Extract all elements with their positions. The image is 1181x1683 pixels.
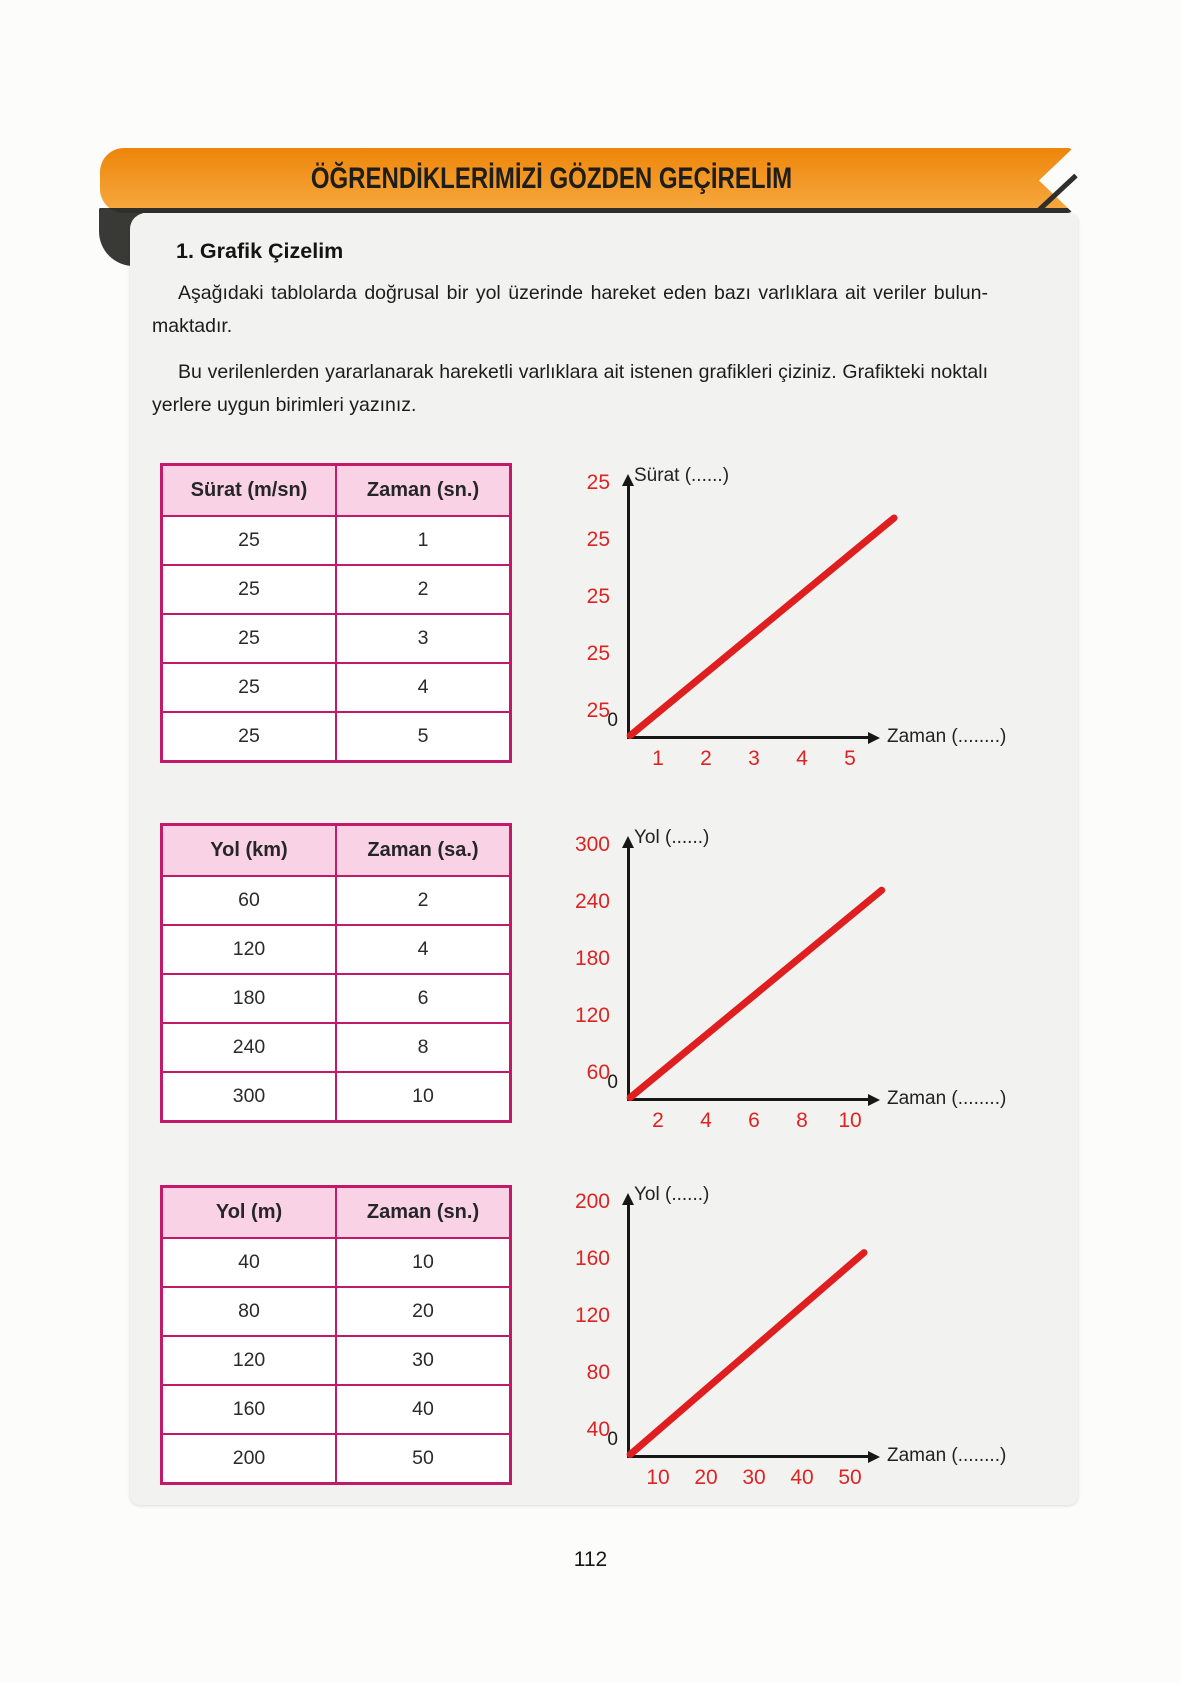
table-row [162,663,511,712]
y-tick-label: 25 [586,699,610,722]
distance-time-m-table [160,1185,512,1485]
table-cell: 10 [336,1238,511,1287]
distance-time-m-graph [530,1174,1075,1504]
x-tick-labels [641,1466,867,1490]
origin-label: 0 [607,1429,618,1450]
table-cell: 60 [162,876,337,925]
y-tick-label: 180 [574,947,610,970]
section-distance-time-km [160,817,1075,1147]
y-tick-label: 25 [586,642,610,665]
distance-time-km-table [160,823,512,1123]
table-cell: 40 [162,1238,337,1287]
table-row [162,1238,511,1287]
x-tick-label: 20 [694,1466,718,1489]
section-title: 1. Grafik Çizelim [176,239,344,263]
y-axis [627,1204,630,1457]
y-tick-label: 120 [574,1304,610,1327]
y-axis [627,847,630,1100]
table-header-row [162,825,511,877]
table-cell: 20 [336,1287,511,1336]
table-header-row [162,1187,511,1239]
x-tick-label: 40 [790,1466,814,1489]
table-row [162,614,511,663]
x-axis-label: Zaman (........) [887,1445,1007,1466]
table-cell: 1 [336,516,511,565]
x-axis-arrow-icon [868,1451,880,1463]
page-title: ÖĞRENDİKLERİMİZİ GÖZDEN GEÇİRELİM [310,162,793,195]
x-tick-label: 2 [700,747,712,770]
x-tick-label: 50 [838,1466,862,1489]
table-cell: 25 [162,663,337,712]
table-cell: 50 [336,1434,511,1484]
trend-line [625,885,886,1102]
table-row [162,1385,511,1434]
table-cell: 5 [336,712,511,762]
x-axis-label: Zaman (........) [887,726,1007,747]
origin-label: 0 [607,1072,618,1093]
origin-label: 0 [607,710,618,731]
table-row [162,925,511,974]
table-row [162,876,511,925]
y-tick-label: 25 [586,585,610,608]
x-tick-labels [641,1109,867,1133]
y-tick-label: 60 [586,1061,610,1084]
trend-line [625,513,899,740]
table-cell: 40 [336,1385,511,1434]
table-cell: 4 [336,925,511,974]
table-cell: 200 [162,1434,337,1484]
content-panel [130,213,1078,1505]
x-tick-label: 10 [838,1109,862,1132]
table-cell: 6 [336,974,511,1023]
table-header-cell: Zaman (sa.) [336,825,511,877]
table-row [162,565,511,614]
header-banner [100,148,1073,213]
table-cell: 25 [162,565,337,614]
x-tick-label: 3 [748,747,760,770]
table-header-row [162,465,511,517]
x-tick-label: 6 [748,1109,760,1132]
table-header-cell: Zaman (sn.) [336,465,511,517]
table-cell: 4 [336,663,511,712]
table-cell: 30 [336,1336,511,1385]
y-tick-label: 200 [574,1190,610,1213]
page-number: 112 [573,1548,608,1571]
y-tick-label: 25 [586,528,610,551]
y-tick-label: 240 [574,890,610,913]
table-cell: 240 [162,1023,337,1072]
table-cell: 25 [162,614,337,663]
table-row [162,1072,511,1122]
table-cell: 160 [162,1385,337,1434]
table-cell: 300 [162,1072,337,1122]
x-tick-label: 4 [796,747,808,770]
y-tick-label: 40 [586,1418,610,1441]
table-row [162,974,511,1023]
y-axis-label: Yol (......) [634,1184,710,1205]
y-tick-label: 160 [574,1247,610,1270]
table-header-cell: Yol (m) [162,1187,337,1239]
x-axis [627,736,869,739]
table-row [162,1023,511,1072]
table-cell: 2 [336,876,511,925]
y-axis-label: Sürat (......) [634,465,730,486]
y-axis [627,485,630,738]
table-cell: 120 [162,1336,337,1385]
table-row [162,516,511,565]
table-row [162,1287,511,1336]
intro-block [152,239,988,422]
x-tick-label: 1 [652,747,664,770]
table-cell: 25 [162,516,337,565]
x-tick-label: 30 [742,1466,766,1489]
table-cell: 120 [162,925,337,974]
intro-paragraph-1: Aşağıdaki tablolarda doğrusal bir yol üzerinde hareket eden bazı varlıklara ait veriler bulunmaktadır. [152,282,988,337]
y-tick-label: 120 [574,1004,610,1027]
trend-line [625,1248,869,1460]
x-axis-arrow-icon [868,1094,880,1106]
x-tick-label: 4 [700,1109,712,1132]
x-tick-label: 2 [652,1109,664,1132]
table-cell: 3 [336,614,511,663]
x-axis-arrow-icon [868,732,880,744]
table-row [162,1434,511,1484]
x-axis-label: Zaman (........) [887,1088,1007,1109]
table-header-cell: Zaman (sn.) [336,1187,511,1239]
x-axis [627,1455,869,1458]
table-cell: 2 [336,565,511,614]
table-row [162,712,511,762]
distance-time-km-graph [530,817,1075,1147]
x-axis [627,1098,869,1101]
x-tick-label: 5 [844,747,856,770]
x-tick-label: 8 [796,1109,808,1132]
table-cell: 80 [162,1287,337,1336]
table-cell: 25 [162,712,337,762]
speed-time-table [160,463,512,763]
section-distance-time-m [160,1174,1075,1504]
speed-time-graph [530,455,1075,785]
y-tick-label: 25 [586,471,610,494]
y-axis-label: Yol (......) [634,827,710,848]
table-cell: 8 [336,1023,511,1072]
y-tick-label: 80 [586,1361,610,1384]
table-header-cell: Sürat (m/sn) [162,465,337,517]
x-tick-labels [641,747,867,771]
table-cell: 10 [336,1072,511,1122]
table-row [162,1336,511,1385]
x-tick-label: 10 [646,1466,670,1489]
section-speed-time [160,455,1075,785]
table-cell: 180 [162,974,337,1023]
y-tick-label: 300 [574,833,610,856]
table-header-cell: Yol (km) [162,825,337,877]
intro-paragraph-2: Bu verilenlerden yararlanarak hareketli varlıklara ait istenen grafikleri çiziniz. Grafikteki noktalı yerlere uygun birimleri yazınız. [152,361,988,416]
